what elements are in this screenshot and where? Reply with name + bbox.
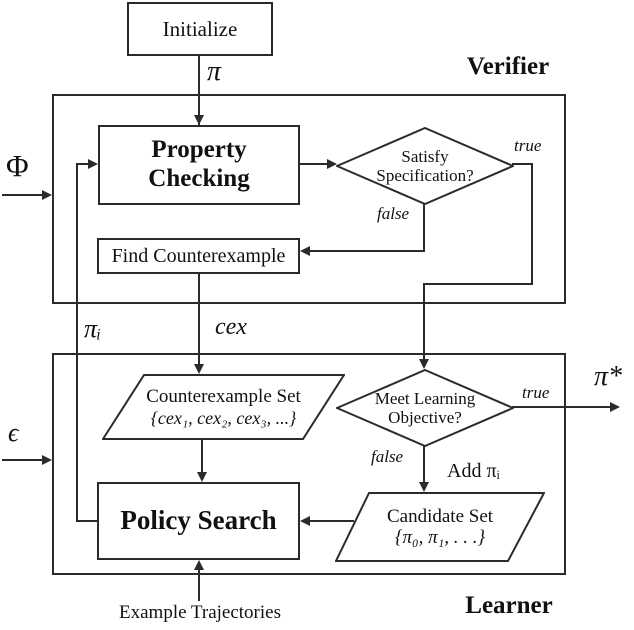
candidate-set-node	[335, 492, 545, 562]
arrowhead-into-policy-search-right	[300, 516, 310, 526]
arrowhead-into-policy-search-bottom	[194, 560, 204, 570]
initialize-label: Initialize	[162, 16, 238, 41]
arrowhead-phi-into-verifier	[42, 190, 52, 200]
edge-meet-false-v	[423, 445, 425, 485]
arrowhead-into-property-checking-top	[194, 115, 204, 125]
property-checking-label: Property Checking	[148, 136, 250, 192]
satisfy-specification-decision	[336, 127, 514, 205]
phi-input-label: Φ	[6, 148, 29, 183]
arrowhead-into-candidate-set-top	[419, 482, 429, 492]
meet-learning-objective-decision	[336, 369, 514, 447]
arrowhead-epsilon-into-learner	[42, 455, 52, 465]
initialize-node	[127, 2, 273, 56]
counterexample-set-node	[102, 374, 345, 440]
edge-feedback-v	[76, 163, 78, 522]
edge-cex-down	[198, 274, 200, 366]
arrowhead-into-property-checking-left	[88, 159, 98, 169]
edge-satisfy-false-v	[423, 203, 425, 252]
counterexample-set-title: Counterexample Set	[146, 386, 301, 408]
meet-learning-objective-label: Meet Learning Objective?	[374, 388, 476, 427]
verifier-title: Verifier	[466, 53, 550, 80]
example-trajectories-label: Example Trajectories	[119, 602, 281, 623]
property-checking-node	[98, 125, 300, 205]
find-counterexample-label: Find Counterexample	[111, 244, 286, 267]
edge-satisfy-true-h1	[512, 163, 533, 165]
arrowhead-into-policy-search-top	[197, 472, 207, 482]
candidate-set-items: {π₀, π₁, . . .}	[394, 527, 486, 548]
edge-feedback-h-bottom	[76, 520, 97, 522]
edge-meet-true-output	[512, 406, 612, 408]
cex-edge-label: cex	[215, 314, 247, 340]
meet-false-label: false	[371, 447, 404, 466]
satisfy-true-label: true	[514, 136, 542, 155]
edge-satisfy-true-v2	[423, 283, 425, 363]
edge-epsilon-input	[2, 459, 44, 461]
learner-title: Learner	[465, 592, 553, 619]
counterexample-set-items: {cex₁, cex₂, cex₃, ...}	[150, 407, 297, 428]
pi-edge-label: π	[207, 56, 222, 87]
candidate-set-title: Candidate Set	[386, 505, 494, 527]
edge-phi-input	[2, 194, 44, 196]
edge-satisfy-true-v1	[531, 163, 533, 285]
policy-search-label: Policy Search	[120, 505, 277, 536]
edge-satisfy-true-h2	[424, 283, 533, 285]
satisfy-specification-label: Satisfy Specification?	[376, 146, 474, 185]
pi-star-output-label: π*	[594, 361, 623, 392]
find-counterexample-node	[97, 238, 300, 274]
edge-property-checking-to-satisfy	[300, 163, 330, 165]
meet-true-label: true	[522, 383, 550, 402]
arrowhead-into-find-counterexample-right	[300, 246, 310, 256]
arrowhead-into-meet-top	[419, 359, 429, 369]
epsilon-input-label: ϵ	[8, 418, 19, 447]
pi-i-edge-label: πᵢ	[84, 314, 102, 343]
arrowhead-pi-star-output	[610, 402, 620, 412]
add-pi-i-label: Add πᵢ	[447, 460, 500, 482]
policy-search-node	[97, 482, 300, 560]
arrowhead-into-counterexample-set-top	[194, 364, 204, 374]
edge-satisfy-false-h	[306, 250, 425, 252]
satisfy-false-label: false	[377, 204, 410, 223]
